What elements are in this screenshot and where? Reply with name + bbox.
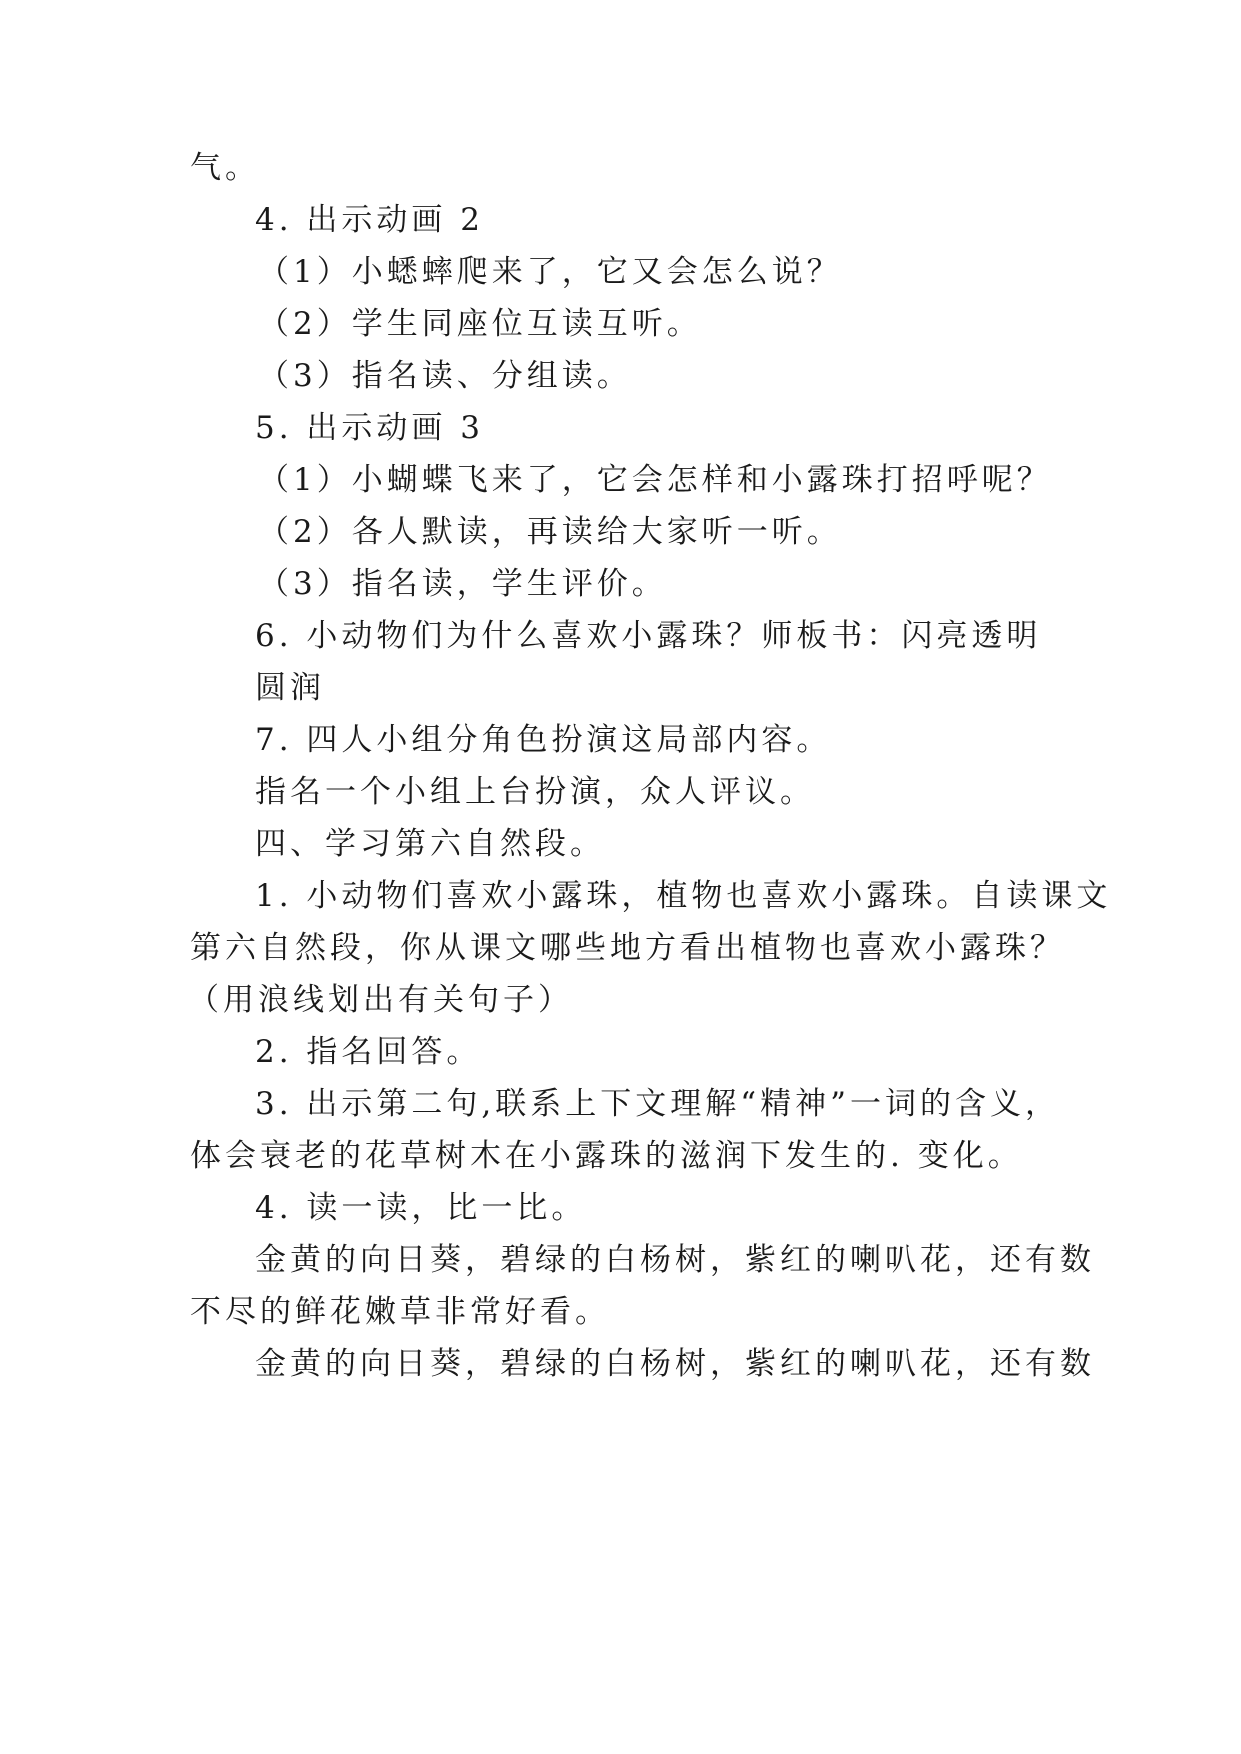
text-line: 6. 小动物们为什么喜欢小露珠？师板书：闪亮透明	[255, 618, 1042, 654]
text-line: 指名一个小组上台扮演，众人评议。	[255, 774, 815, 810]
text-line: （3）指名读，学生评价。	[258, 566, 667, 602]
text-line: 4. 出示动画 2	[255, 202, 485, 238]
text-line: （1）小蟋蟀爬来了，它又会怎么说？	[258, 254, 842, 290]
text-line: （1）小蝴蝶飞来了，它会怎样和小露珠打招呼呢？	[258, 462, 1052, 498]
text-line: 2. 指名回答。	[255, 1034, 482, 1070]
text-line: 气。	[190, 150, 260, 186]
text-line: 体会衰老的花草树木在小露珠的滋润下发生的. 变化。	[190, 1138, 1023, 1174]
text-line: 圆润	[255, 670, 325, 706]
text-line: 3. 出示第二句,联系上下文理解“精神”一词的含义，	[255, 1086, 1060, 1122]
text-line: （用浪线划出有关句子）	[188, 982, 573, 1018]
text-line: （2）各人默读，再读给大家听一听。	[258, 514, 842, 550]
text-line: 不尽的鲜花嫩草非常好看。	[190, 1294, 610, 1330]
text-line: 1. 小动物们喜欢小露珠，植物也喜欢小露珠。自读课文	[255, 878, 1112, 914]
text-line: 金黄的向日葵，碧绿的白杨树，紫红的喇叭花，还有数	[255, 1242, 1095, 1278]
text-line: 四、学习第六自然段。	[255, 826, 605, 862]
text-line: （3）指名读、分组读。	[258, 358, 632, 394]
text-line: （2）学生同座位互读互听。	[258, 306, 702, 342]
text-line: 7. 四人小组分角色扮演这局部内容。	[255, 722, 832, 758]
text-line: 4. 读一读，比一比。	[255, 1190, 587, 1226]
text-line: 金黄的向日葵，碧绿的白杨树，紫红的喇叭花，还有数	[255, 1346, 1095, 1382]
text-line: 第六自然段，你从课文哪些地方看出植物也喜欢小露珠？	[190, 930, 1065, 966]
text-line: 5. 出示动画 3	[255, 410, 485, 446]
